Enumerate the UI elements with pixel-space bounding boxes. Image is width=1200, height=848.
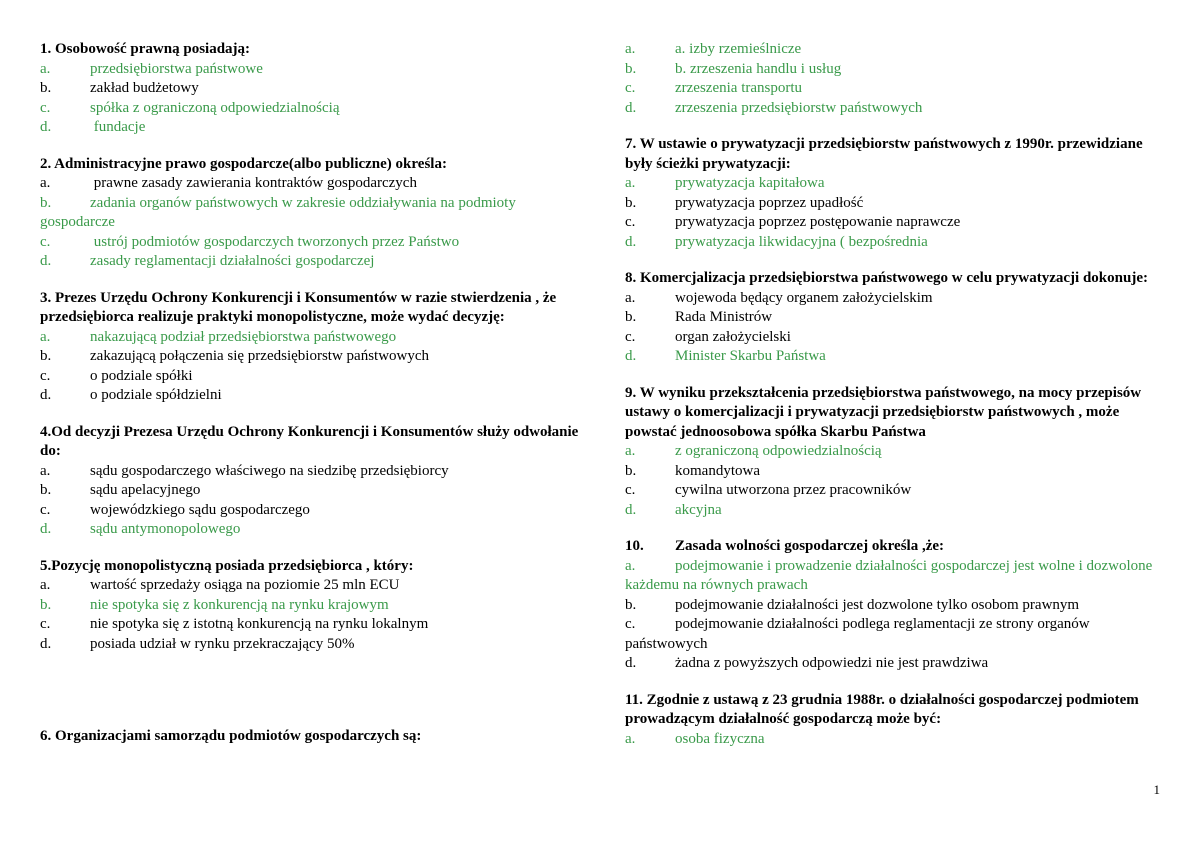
option-a: a. z ograniczoną odpowiedzialnością xyxy=(625,443,882,459)
option-c: c. o podziale spółki xyxy=(40,367,193,384)
option-a: a. osoba fizyczna xyxy=(625,730,765,747)
option-c: c. cywilna utworzona przez pracowników xyxy=(625,482,912,498)
right-column xyxy=(625,40,1165,766)
option-a: a. prywatyzacja kapitałowa xyxy=(625,175,825,191)
option-b: b. podejmowanie działalności jest dozwolone tylko osobom prawnym xyxy=(625,596,1080,613)
option-b: b. nie spotyka się z konkurencją na rynku krajowym xyxy=(40,596,389,613)
option-c: c. nie spotyka się z istotną konkurencją na rynku lokalnym xyxy=(40,616,429,632)
question-1 xyxy=(40,40,585,138)
option-d: d. fundacje xyxy=(40,119,146,135)
option-a: a. przedsiębiorstwa państwowe xyxy=(40,60,263,77)
option-d: d. posiada udział w rynku przekraczający 50% xyxy=(40,635,355,652)
option-a: a. podejmowanie i prowadzenie działalności gospodarczej jest wolne i dozwolone każdemu na równych prawach xyxy=(625,557,1153,593)
option-b: b. zakazującą połączenia się przedsiębiorstw państwowych xyxy=(40,348,430,364)
option-c: c. organ założycielski xyxy=(625,328,791,345)
question-2 xyxy=(40,155,585,272)
question-text: 6. Organizacjami samorządu podmiotów gospodarczych są: xyxy=(40,728,422,744)
question-text: 11. Zgodnie z ustawą z 23 grudnia 1988r. o działalności gospodarczej podmiotem prowadzącym działalność gospodarczą może być: xyxy=(625,691,1139,727)
question-3 xyxy=(40,289,585,406)
option-c: c. prywatyzacja poprzez postępowanie naprawcze xyxy=(625,214,961,230)
option-c: c. ustrój podmiotów gospodarczych tworzonych przez Państwo xyxy=(40,233,460,250)
option-d: d. zasady reglamentacji działalności gospodarczej xyxy=(40,253,375,269)
option-b: b. sądu apelacyjnego xyxy=(40,482,201,498)
question-8 xyxy=(625,269,1165,367)
question-5 xyxy=(40,557,585,655)
option-d: d. sądu antymonopolowego xyxy=(40,521,241,537)
question-text: 4.Od decyzji Prezesa Urzędu Ochrony Konkurencji i Konsumentów służy odwołanie do: xyxy=(40,423,579,459)
option-a: a. a. izby rzemieślnicze xyxy=(625,41,802,57)
option-a: a. prawne zasady zawierania kontraktów gospodarczych xyxy=(40,175,417,191)
question-11 xyxy=(625,691,1165,750)
option-c: c. spółka z ograniczoną odpowiedzialnością xyxy=(40,99,340,116)
option-d: d. Minister Skarbu Państwa xyxy=(625,348,826,364)
option-d: d. żadna z powyższych odpowiedzi nie jest prawdziwa xyxy=(625,655,989,671)
option-b: b. b. zrzeszenia handlu i usług xyxy=(625,60,842,77)
option-b: b. komandytowa xyxy=(625,462,760,479)
question-text: 3. Prezes Urzędu Ochrony Konkurencji i Konsumentów w razie stwierdzenia , że przedsiębiorca realizuje praktyki monopolistyczne, może wydać decyzję: xyxy=(40,289,557,325)
question-text: 5.Pozycję monopolistyczną posiada przedsiębiorca , który: xyxy=(40,557,414,574)
option-d: d. akcyjna xyxy=(625,501,722,518)
question-text: 10. Zasada wolności gospodarczej określa ,że: xyxy=(625,538,945,554)
option-d: d. prywatyzacja likwidacyjna ( bezpośrednia xyxy=(625,233,928,250)
option-c: c. zrzeszenia transportu xyxy=(625,80,803,96)
option-b: b. zakład budżetowy xyxy=(40,80,199,96)
option-a: a. nakazującą podział przedsiębiorstwa państwowego xyxy=(40,328,397,345)
option-b: b. prywatyzacja poprzez upadłość xyxy=(625,194,864,211)
question-4 xyxy=(40,423,585,540)
option-a: a. wojewoda będący organem założycielskim xyxy=(625,289,933,306)
question-9 xyxy=(625,384,1165,521)
option-d: d. o podziale spółdzielni xyxy=(40,387,222,403)
option-c: c. podejmowanie działalności podlega reglamentacji ze strony organów państwowych xyxy=(625,616,1090,652)
option-c: c. wojewódzkiego sądu gospodarczego xyxy=(40,501,310,518)
option-b: b. Rada Ministrów xyxy=(625,309,773,325)
question-text: 8. Komercjalizacja przedsiębiorstwa państwowego w celu prywatyzacji dokonuje: xyxy=(625,270,1148,286)
question-text: 2. Administracyjne prawo gospodarcze(albo publiczne) określa: xyxy=(40,155,447,172)
spacer xyxy=(40,671,585,727)
question-6-options xyxy=(625,40,1165,118)
option-d: d. zrzeszenia przedsiębiorstw państwowych xyxy=(625,99,923,116)
page-number: 1 xyxy=(1153,782,1160,797)
question-text: 9. W wyniku przekształcenia przedsiębiorstwa państwowego, na mocy przepisów ustawy o komercjalizacji i prywatyzacji przedsiębiorstw państwowych , może powstać jednoosobowa spółka Skarbu Państwa xyxy=(625,384,1142,440)
question-6 xyxy=(40,727,585,747)
option-a: a. sądu gospodarczego właściwego na siedzibę przedsiębiorcy xyxy=(40,462,449,479)
option-b: b. zadania organów państwowych w zakresie oddziaływania na podmioty gospodarcze xyxy=(40,194,516,230)
question-text: 7. W ustawie o prywatyzacji przedsiębiorstw państwowych z 1990r. przewidziane były ścieżki prywatyzacji: xyxy=(625,136,1143,172)
left-column xyxy=(40,40,585,764)
option-a: a. wartość sprzedaży osiąga na poziomie 25 mln ECU xyxy=(40,577,400,593)
question-text: 1. Osobowość prawną posiadają: xyxy=(40,41,251,57)
question-7 xyxy=(625,135,1165,252)
question-10 xyxy=(625,537,1165,674)
